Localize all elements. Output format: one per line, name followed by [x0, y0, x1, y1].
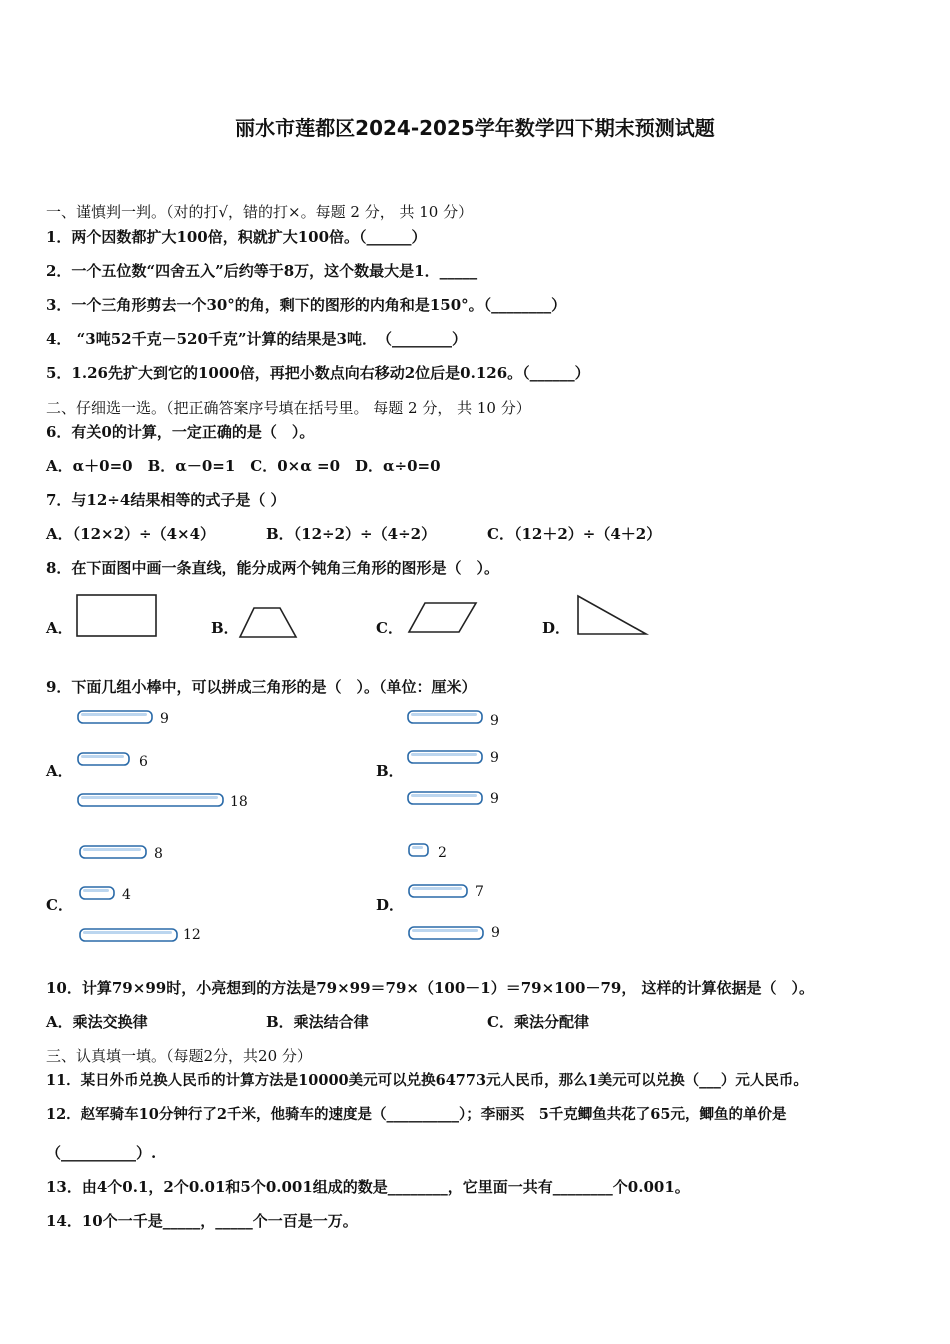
stick-b-3-label: 9 — [490, 791, 499, 807]
question-11: 11．某日外币兑换人民币的计算方法是10000美元可以兑换64773元人民币，那么1美元可以兑换（___）元人民币。 — [46, 1072, 808, 1089]
stick-d-1-label: 2 — [438, 845, 447, 861]
question-10: 10．计算79×99时，小亮想到的方法是79×99＝79×（100－1）＝79×100－79， 这样的计算依据是（ ）。 — [46, 979, 815, 997]
question-7: 7．与12÷4结果相等的式子是（ ） — [46, 491, 286, 509]
question-9-option-b: B． — [376, 762, 404, 780]
stick-b-2 — [408, 750, 499, 766]
stick-c-1 — [80, 846, 163, 862]
question-7-option-c: C．（12＋2）÷（4＋2） — [487, 525, 662, 543]
stick-b-1 — [408, 711, 499, 729]
question-9-option-a: A． — [46, 762, 73, 780]
question-6: 6．有关0的计算，一定正确的是（ ）。 — [46, 423, 315, 441]
stick-c-1-label: 8 — [154, 846, 163, 862]
stick-a-3-label: 18 — [230, 794, 248, 810]
question-13: 13．由4个0.1，2个0.01和5个0.001组成的数是________，它里面一共有________个0.001。 — [46, 1178, 690, 1196]
question-8-option-b: B． — [211, 619, 239, 637]
stick-c-2 — [80, 887, 131, 903]
stick-a-2-label: 6 — [139, 754, 148, 770]
stick-a-3 — [78, 794, 248, 810]
stick-a-1 — [78, 711, 169, 727]
question-2: 2．一个五位数“四舍五入”后约等于8万，这个数最大是1．_____ — [46, 262, 478, 280]
stick-b-2-label: 9 — [490, 750, 499, 766]
question-7-option-b: B．（12÷2）÷（4÷2） — [266, 525, 437, 543]
question-14: 14．10个一千是_____，_____个一百是一万。 — [46, 1212, 358, 1230]
stick-c-3 — [80, 927, 201, 943]
question-10-option-c: C．乘法分配律 — [487, 1013, 589, 1031]
stick-d-2 — [409, 884, 484, 900]
stick-d-1 — [409, 844, 447, 861]
question-7-option-a: A．（12×2）÷（4×4） — [46, 525, 216, 543]
question-8-option-a: A． — [46, 619, 73, 637]
stick-d-3-label: 9 — [491, 925, 500, 941]
stick-d-3 — [409, 925, 500, 941]
section-3-heading: 三、认真填一填。（每题2分，共20 分） — [46, 1047, 312, 1065]
question-12: 12．赵军骑车10分钟行了2千米，他骑车的速度是（__________）；李丽买 5千克鲫鱼共花了65元，鲫鱼的单价是 — [46, 1106, 787, 1123]
section-2-heading: 二、仔细选一选。（把正确答案序号填在括号里。 每题 2 分， 共 10 分） — [46, 399, 531, 417]
question-8-option-c: C． — [376, 619, 403, 637]
question-9: 9．下面几组小棒中，可以拼成三角形的是（ ）。（单位：厘米） — [46, 678, 477, 696]
question-10-option-a: A．乘法交换律 — [46, 1013, 148, 1031]
stick-a-1-label: 9 — [160, 711, 169, 727]
question-1: 1．两个因数都扩大100倍，积就扩大100倍。（______） — [46, 228, 427, 246]
page-title: 丽水市莲都区2024-2025学年数学四下期末预测试题 — [235, 116, 715, 140]
question-4: 4． “3吨52千克－520千克”计算的结果是3吨． （________） — [46, 330, 467, 348]
question-9-option-d: D． — [376, 896, 405, 914]
stick-b-3 — [408, 791, 499, 807]
question-10-option-b: B．乘法结合律 — [266, 1013, 369, 1031]
question-3: 3．一个三角形剪去一个30°的角，剩下的图形的内角和是150°。（________） — [46, 296, 567, 314]
question-12-continued: （__________）. — [46, 1144, 157, 1162]
stick-d-2-label: 7 — [475, 884, 484, 900]
stick-c-2-label: 4 — [122, 887, 131, 903]
stick-b-1-label: 9 — [490, 713, 499, 729]
question-8-option-d: D． — [542, 619, 571, 637]
stick-a-2 — [78, 753, 148, 770]
question-5: 5．1.26先扩大到它的1000倍，再把小数点向右移动2位后是0.126。（______） — [46, 364, 590, 382]
question-8: 8．在下面图中画一条直线，能分成两个钝角三角形的图形是（ ）。 — [46, 559, 499, 577]
section-1-heading: 一、谨慎判一判。（对的打√，错的打×。每题 2 分， 共 10 分） — [46, 203, 474, 221]
stick-c-3-label: 12 — [183, 927, 201, 943]
question-6-options: A．α＋0=0 B．α－0=1 C．0×α =0 D．α÷0=0 — [46, 457, 441, 475]
question-9-option-c: C． — [46, 896, 73, 914]
